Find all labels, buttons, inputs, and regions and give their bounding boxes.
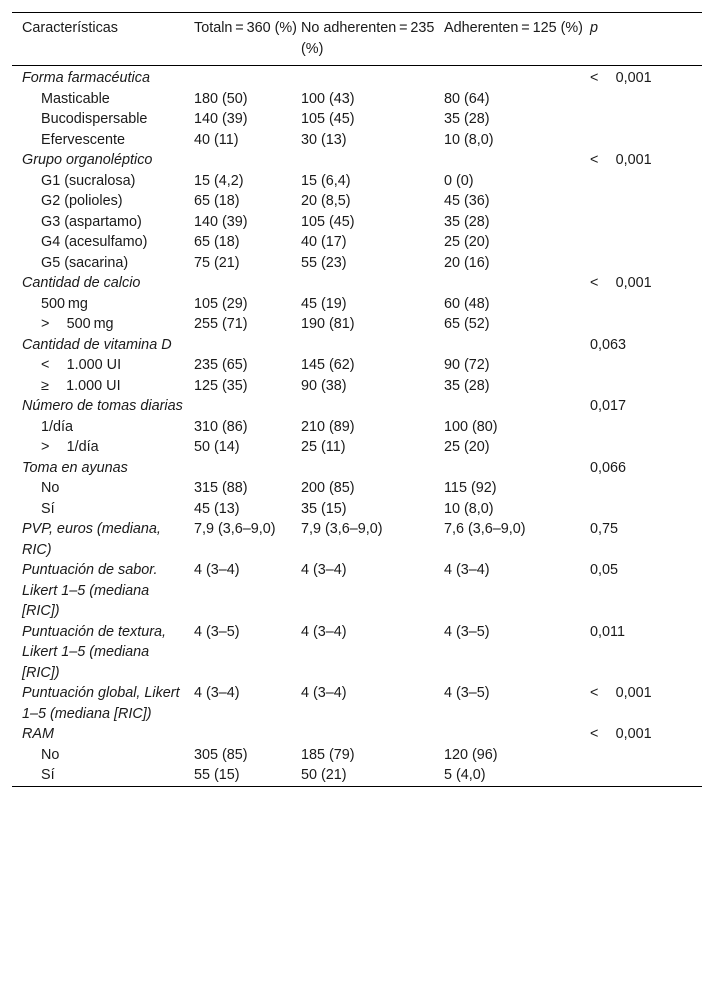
category-row <box>12 622 702 684</box>
cell-p <box>590 376 702 397</box>
cell-total <box>194 66 301 89</box>
cell-adherente: 115 (92) <box>444 480 497 496</box>
row-label: No <box>41 480 60 496</box>
row-label: Puntuación de textura, Likert 1–5 (mediana [RIC]) <box>22 623 167 681</box>
cell-no-adherente <box>301 724 444 745</box>
cell-no-adherente: 105 (45) <box>301 213 355 230</box>
row-label: G4 (acesulfamo) <box>41 234 148 250</box>
cell-adherente <box>444 724 590 745</box>
cell-total <box>194 396 301 417</box>
row-label: Bucodispersable <box>41 111 148 127</box>
cell-p <box>590 130 702 151</box>
category-row <box>12 519 702 560</box>
table-row <box>12 253 702 274</box>
category-row <box>12 335 702 356</box>
header-adherente: Adherenten = 125 (%) <box>444 20 583 36</box>
row-label: Número de tomas diarias <box>22 398 183 414</box>
cell-no-adherente: 20 (8,5) <box>301 193 351 209</box>
cell-total: 45 (13) <box>194 500 240 517</box>
row-label: No <box>41 746 60 763</box>
cell-total: 4 (3–4) <box>194 685 240 701</box>
cell-no-adherente: 35 (15) <box>301 500 347 517</box>
cell-total: 140 (39) <box>194 213 248 230</box>
row-label: Cantidad de calcio <box>22 275 141 291</box>
cell-p: 0,017 <box>590 398 627 414</box>
cell-adherente: 45 (36) <box>444 193 490 209</box>
cell-adherente: 100 (80) <box>444 418 498 435</box>
cell-total: 15 (4,2) <box>194 172 244 189</box>
cell-total <box>194 335 301 356</box>
row-label: PVP, euros (mediana, RIC) <box>22 521 161 558</box>
row-label: < 1.000 UI <box>41 357 122 373</box>
row-label: Grupo organoléptico <box>22 152 153 168</box>
category-row <box>12 66 702 89</box>
cell-adherente: 35 (28) <box>444 213 490 230</box>
cell-p <box>590 89 702 110</box>
cell-adherente <box>444 458 590 479</box>
cell-p <box>590 109 702 130</box>
row-label: RAM <box>22 726 54 742</box>
cell-adherente: 4 (3–5) <box>444 623 490 640</box>
header-row <box>12 13 702 66</box>
cell-p <box>590 314 702 335</box>
cell-p: < 0,001 <box>590 152 652 168</box>
cell-total: 40 (11) <box>194 131 239 148</box>
cell-p <box>590 232 702 253</box>
cell-p <box>590 253 702 274</box>
cell-total: 75 (21) <box>194 254 240 271</box>
cell-adherente: 10 (8,0) <box>444 500 494 517</box>
cell-adherente: 65 (52) <box>444 316 490 332</box>
row-label: Sí <box>41 500 55 517</box>
category-row <box>12 724 702 745</box>
cell-p <box>590 212 702 233</box>
cell-p: < 0,001 <box>590 726 652 742</box>
cell-no-adherente: 4 (3–4) <box>301 685 347 701</box>
table-row <box>12 417 702 438</box>
row-label: Puntuación global, Likert 1–5 (mediana [RIC]) <box>22 685 180 722</box>
cell-adherente: 120 (96) <box>444 746 498 763</box>
table-row <box>12 212 702 233</box>
cell-no-adherente: 145 (62) <box>301 357 355 373</box>
cell-no-adherente: 45 (19) <box>301 295 347 312</box>
cell-no-adherente: 40 (17) <box>301 234 347 250</box>
table-row <box>12 499 702 520</box>
cell-p <box>590 437 702 458</box>
row-label: Efervescente <box>41 131 125 148</box>
cell-no-adherente <box>301 335 444 356</box>
cell-total: 65 (18) <box>194 193 240 209</box>
cell-adherente: 20 (16) <box>444 254 490 271</box>
cell-total: 235 (65) <box>194 357 248 373</box>
table-row <box>12 171 702 192</box>
category-row <box>12 683 702 724</box>
header-p: p <box>590 20 599 36</box>
cell-adherente: 0 (0) <box>444 172 474 189</box>
cell-adherente: 7,6 (3,6–9,0) <box>444 521 526 537</box>
row-label: Cantidad de vitamina D <box>22 336 172 353</box>
table-row <box>12 89 702 110</box>
row-label: 500 mg <box>41 295 88 312</box>
table-row <box>12 294 702 315</box>
row-label: Sí <box>41 767 55 783</box>
cell-total: 4 (3–5) <box>194 623 240 640</box>
cell-no-adherente <box>301 66 444 89</box>
cell-adherente: 25 (20) <box>444 439 490 455</box>
row-label: Toma en ayunas <box>22 459 128 476</box>
cell-no-adherente: 105 (45) <box>301 111 355 127</box>
row-label: G2 (polioles) <box>41 193 123 209</box>
cell-no-adherente: 200 (85) <box>301 480 355 496</box>
cell-p: < 0,001 <box>590 685 652 701</box>
cell-total: 55 (15) <box>194 767 240 783</box>
cell-no-adherente: 185 (79) <box>301 746 355 763</box>
cell-adherente: 60 (48) <box>444 295 490 312</box>
table-row <box>12 437 702 458</box>
cell-no-adherente: 90 (38) <box>301 377 347 394</box>
cell-total: 310 (86) <box>194 418 248 435</box>
table-row <box>12 745 702 766</box>
cell-total: 255 (71) <box>194 316 248 332</box>
cell-total <box>194 724 301 745</box>
cell-no-adherente: 15 (6,4) <box>301 172 351 189</box>
cell-p <box>590 171 702 192</box>
cell-total: 4 (3–4) <box>194 562 240 578</box>
header-total: Totaln = 360 (%) <box>194 20 297 36</box>
row-label: Masticable <box>41 90 110 107</box>
cell-no-adherente: 25 (11) <box>301 439 346 455</box>
cell-total: 305 (85) <box>194 746 248 763</box>
cell-p: 0,011 <box>590 623 625 640</box>
row-label: G3 (aspartamo) <box>41 213 142 230</box>
cell-p <box>590 499 702 520</box>
cell-p: < 0,001 <box>590 275 652 291</box>
category-row <box>12 396 702 417</box>
row-label: G1 (sucralosa) <box>41 172 136 189</box>
table-row <box>12 314 702 335</box>
cell-total: 315 (88) <box>194 480 248 496</box>
cell-no-adherente: 190 (81) <box>301 316 355 332</box>
cell-p: 0,063 <box>590 336 627 353</box>
cell-p: 0,05 <box>590 562 619 578</box>
cell-p <box>590 355 702 376</box>
cell-total: 105 (29) <box>194 295 248 312</box>
cell-adherente: 90 (72) <box>444 357 490 373</box>
cell-no-adherente <box>301 273 444 294</box>
table-row <box>12 765 702 786</box>
cell-no-adherente: 4 (3–4) <box>301 623 347 640</box>
table-row <box>12 130 702 151</box>
cell-p: < 0,001 <box>590 70 652 86</box>
cell-total <box>194 273 301 294</box>
table-row <box>12 355 702 376</box>
header-no-adherente: No adherenten = 235 (%) <box>301 20 435 57</box>
cell-no-adherente <box>301 150 444 171</box>
cell-no-adherente <box>301 458 444 479</box>
cell-adherente: 35 (28) <box>444 377 490 394</box>
cell-no-adherente: 4 (3–4) <box>301 562 347 578</box>
row-label: > 1/día <box>41 439 99 455</box>
row-label: Puntuación de sabor. Likert 1–5 (mediana [RIC]) <box>22 562 158 619</box>
cell-total: 65 (18) <box>194 234 240 250</box>
cell-total: 7,9 (3,6–9,0) <box>194 521 276 537</box>
row-label: > 500 mg <box>41 316 114 332</box>
characteristics-table <box>12 12 702 787</box>
cell-p <box>590 765 702 786</box>
cell-no-adherente: 30 (13) <box>301 131 347 148</box>
table-row <box>12 478 702 499</box>
cell-p <box>590 745 702 766</box>
cell-adherente: 4 (3–5) <box>444 685 490 701</box>
table-row <box>12 109 702 130</box>
row-label: 1/día <box>41 418 74 435</box>
cell-adherente <box>444 335 590 356</box>
cell-p <box>590 478 702 499</box>
cell-no-adherente: 50 (21) <box>301 767 347 783</box>
category-row <box>12 458 702 479</box>
cell-no-adherente: 100 (43) <box>301 90 355 107</box>
cell-p <box>590 294 702 315</box>
row-label: ≥ 1.000 UI <box>41 377 121 394</box>
category-row <box>12 273 702 294</box>
cell-adherente: 80 (64) <box>444 90 490 107</box>
cell-total <box>194 150 301 171</box>
cell-adherente: 25 (20) <box>444 234 490 250</box>
category-row <box>12 150 702 171</box>
row-label: Forma farmacéutica <box>22 70 150 86</box>
cell-adherente: 35 (28) <box>444 111 490 127</box>
cell-total <box>194 458 301 479</box>
cell-total: 50 (14) <box>194 439 240 455</box>
cell-total: 125 (35) <box>194 377 248 394</box>
cell-p: 0,75 <box>590 521 619 537</box>
cell-adherente: 10 (8,0) <box>444 131 494 148</box>
cell-adherente <box>444 150 590 171</box>
cell-no-adherente: 55 (23) <box>301 254 347 271</box>
cell-no-adherente <box>301 396 444 417</box>
cell-p <box>590 191 702 212</box>
cell-total: 140 (39) <box>194 111 248 127</box>
cell-p <box>590 417 702 438</box>
header-caracteristicas: Características <box>22 20 118 36</box>
cell-adherente: 5 (4,0) <box>444 767 486 783</box>
row-label: G5 (sacarina) <box>41 254 129 271</box>
cell-total: 180 (50) <box>194 90 248 107</box>
cell-adherente <box>444 396 590 417</box>
cell-no-adherente: 7,9 (3,6–9,0) <box>301 521 383 537</box>
table-row <box>12 191 702 212</box>
cell-adherente <box>444 66 590 89</box>
category-row <box>12 560 702 622</box>
cell-adherente: 4 (3–4) <box>444 562 490 578</box>
table-row <box>12 376 702 397</box>
cell-adherente <box>444 273 590 294</box>
cell-no-adherente: 210 (89) <box>301 418 355 435</box>
cell-p: 0,066 <box>590 459 627 476</box>
table-row <box>12 232 702 253</box>
